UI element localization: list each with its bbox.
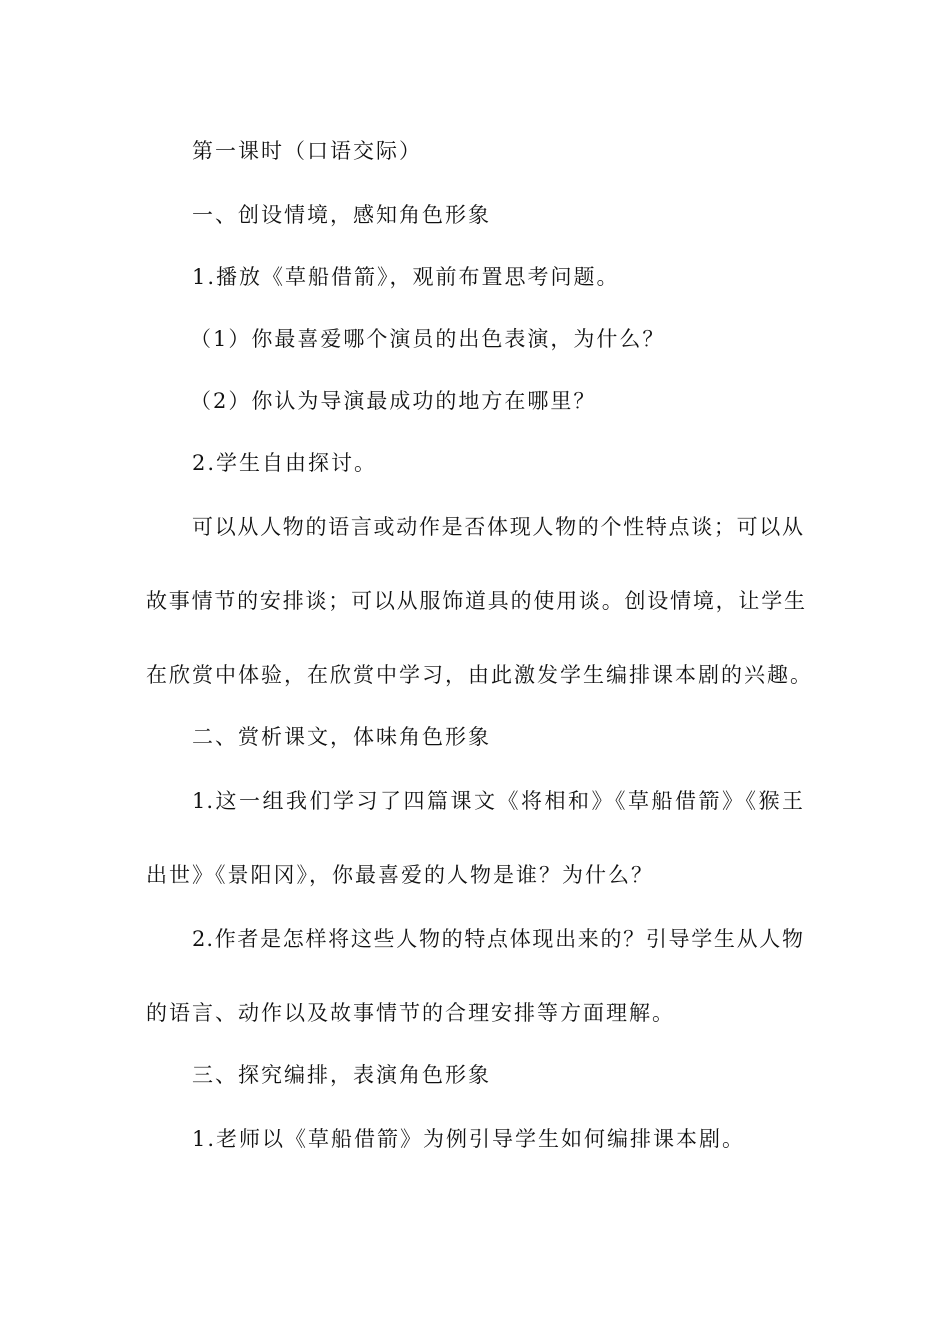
section-heading-3: 三、探究编排，表演角色形象 [192, 1063, 491, 1087]
step-1-2: 2.学生自由探讨。 [192, 451, 378, 475]
step-2-2-line-1: 2.作者是怎样将这些人物的特点体现出来的？引导学生从人物 [192, 927, 804, 951]
section-heading-1: 一、创设情境，感知角色形象 [192, 203, 491, 227]
step-2-2-line-2: 的语言、动作以及故事情节的合理安排等方面理解。 [146, 1001, 675, 1025]
lesson-heading: 第一课时（口语交际） [192, 139, 422, 163]
paragraph-line-2: 故事情节的安排谈；可以从服饰道具的使用谈。创设情境，让学生 [146, 589, 806, 613]
step-2-1-line-1: 1.这一组我们学习了四篇课文《将相和》《草船借箭》《猴王 [192, 789, 804, 813]
question-1: （1）你最喜爱哪个演员的出色表演，为什么？ [190, 327, 666, 351]
question-2: （2）你认为导演最成功的地方在哪里？ [190, 389, 597, 413]
paragraph-line-1: 可以从人物的语言或动作是否体现人物的个性特点谈；可以从 [192, 515, 804, 539]
section-heading-2: 二、赏析课文，体味角色形象 [192, 725, 491, 749]
paragraph-line-3: 在欣赏中体验，在欣赏中学习，由此激发学生编排课本剧的兴趣。 [146, 663, 813, 687]
step-3-1: 1.老师以《草船借箭》为例引导学生如何编排课本剧。 [192, 1127, 746, 1151]
step-2-1-line-2: 出世》《景阳冈》，你最喜爱的人物是谁？为什么？ [146, 863, 654, 887]
step-1-1: 1.播放《草船借箭》，观前布置思考问题。 [192, 265, 620, 289]
